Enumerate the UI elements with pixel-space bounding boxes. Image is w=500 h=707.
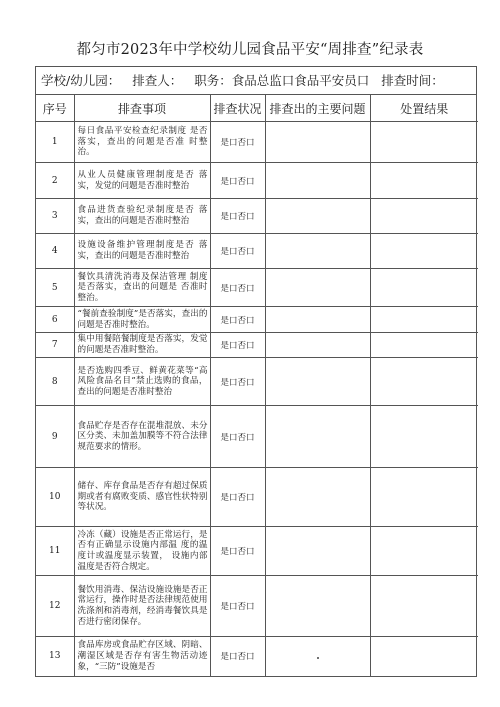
table-row	[36, 637, 478, 676]
row-item: 从业人员健康管理制度是否 落实，发觉的问题是否准时整治	[74, 163, 210, 199]
info-row	[36, 67, 476, 95]
row-item: 餐饮用消毒、保洁设施设施是否正常运行，操作时是否法律规范使用洗涤剂和消毒剂，经消毒餐饮具是否进行密闭保存。	[74, 576, 210, 637]
row-item: 冷冻（藏）设施是否正常运行，是否有正确显示设施内部温 度的温度计或温度显示装置， 设施内部温度是否符合规定。	[74, 527, 210, 576]
row-item: 食品进货查验纪录制度是否 落实，查出的问题是否准时整治	[74, 199, 210, 234]
row-result[interactable]	[370, 199, 478, 234]
row-seq: 3	[36, 199, 74, 234]
header-status: 排查状况	[210, 95, 265, 122]
ink-dot	[317, 657, 319, 659]
row-item: 食品贮存是否存在混堆混放、未分区分类、未加盖加膜等不符合法律规范要求的情形。	[74, 406, 210, 468]
row-item: 储存、库存食品是否存有超过保质期或者有腐败变质、感官性状特别等状况。	[74, 468, 210, 527]
row-seq: 8	[36, 358, 74, 406]
row-status[interactable]: 是口否口	[210, 527, 265, 576]
row-result[interactable]	[370, 468, 478, 527]
row-status[interactable]: 是口否口	[210, 406, 265, 468]
row-item: 餐饮具清洗消毒及保洁管理 制度是否落实，查出的问题是 否准时整治。	[74, 269, 210, 307]
row-seq: 6	[36, 307, 74, 333]
table-row	[36, 234, 478, 269]
row-seq: 2	[36, 163, 74, 199]
row-status[interactable]: 是口否口	[210, 358, 265, 406]
row-issues[interactable]	[265, 527, 370, 576]
row-issues[interactable]	[265, 406, 370, 468]
row-result[interactable]	[370, 122, 478, 163]
table-row	[36, 358, 478, 406]
row-item: 设施设备维护管理制度是否 落实，查出的问题是否准时整治	[74, 234, 210, 269]
row-issues[interactable]	[265, 307, 370, 333]
row-issues[interactable]	[265, 122, 370, 163]
header-issues: 排查出的主要问题	[265, 95, 370, 122]
row-result[interactable]	[370, 163, 478, 199]
row-issues[interactable]	[265, 637, 370, 676]
row-seq: 5	[36, 269, 74, 307]
row-status[interactable]: 是口否口	[210, 199, 265, 234]
table-row	[36, 333, 478, 358]
row-item: 集中用餐陪餐制度是否落实，发觉的问题是否准时整治。	[74, 333, 210, 358]
row-seq: 9	[36, 406, 74, 468]
row-seq: 7	[36, 333, 74, 358]
row-result[interactable]	[370, 307, 478, 333]
inspection-table	[36, 95, 478, 676]
row-issues[interactable]	[265, 333, 370, 358]
table-row	[36, 199, 478, 234]
row-seq: 4	[36, 234, 74, 269]
row-result[interactable]	[370, 269, 478, 307]
row-result[interactable]	[370, 406, 478, 468]
row-result[interactable]	[370, 333, 478, 358]
row-status[interactable]: 是口否口	[210, 269, 265, 307]
header-seq: 序号	[36, 95, 74, 122]
row-item: “餐前查验制度”是否落实，查出的问题是否准时整治。	[74, 307, 210, 333]
row-issues[interactable]	[265, 358, 370, 406]
row-result[interactable]	[370, 358, 478, 406]
row-issues[interactable]	[265, 199, 370, 234]
row-status[interactable]: 是口否口	[210, 576, 265, 637]
row-issues[interactable]	[265, 576, 370, 637]
row-status[interactable]: 是口否口	[210, 122, 265, 163]
time-label: 排查时间：	[381, 73, 444, 88]
row-status[interactable]: 是口否口	[210, 333, 265, 358]
row-seq: 13	[36, 637, 74, 676]
table-header-row	[36, 95, 478, 122]
row-status[interactable]: 是口否口	[210, 163, 265, 199]
table-row	[36, 576, 478, 637]
row-status[interactable]: 是口否口	[210, 468, 265, 527]
row-result[interactable]	[370, 234, 478, 269]
row-result[interactable]	[370, 576, 478, 637]
position-label: 职务：食品总监口食品平安员口	[194, 73, 370, 88]
header-result: 处置结果	[370, 95, 478, 122]
row-issues[interactable]	[265, 163, 370, 199]
table-row	[36, 406, 478, 468]
table-row	[36, 468, 478, 527]
row-result[interactable]	[370, 527, 478, 576]
row-item: 是否选购四季豆、鲜黄花菜等“高风险食品名目”禁止选购的食品，查出的问题是否准时整治	[74, 358, 210, 406]
header-item: 排查事项	[74, 95, 210, 122]
page-title: 都匀市2023年中学校幼儿园食品平安“周排查”纪录表	[76, 42, 424, 58]
table-row	[36, 307, 478, 333]
table-row	[36, 163, 478, 199]
row-status[interactable]: 是口否口	[210, 637, 265, 676]
record-sheet	[35, 66, 477, 677]
row-item: 食品库房或食品贮存区域、阴暗、潮湿区域是否存有害生物活动迹象，“三防”设施是否	[74, 637, 210, 676]
table-row	[36, 527, 478, 576]
row-seq: 11	[36, 527, 74, 576]
row-result[interactable]	[370, 637, 478, 676]
table-row	[36, 122, 478, 163]
row-issues[interactable]	[265, 234, 370, 269]
row-seq: 12	[36, 576, 74, 637]
row-status[interactable]: 是口否口	[210, 307, 265, 333]
row-seq: 1	[36, 122, 74, 163]
row-issues[interactable]	[265, 468, 370, 527]
table-row	[36, 269, 478, 307]
row-status[interactable]: 是口否口	[210, 234, 265, 269]
school-label: 学校/幼儿园：	[41, 73, 121, 88]
row-issues[interactable]	[265, 269, 370, 307]
row-item: 每日食品平安检查纪录制度 是否落实，查出的问题是否准 时整治。	[74, 122, 210, 163]
row-seq: 10	[36, 468, 74, 527]
inspector-label: 排查人：	[132, 73, 183, 88]
